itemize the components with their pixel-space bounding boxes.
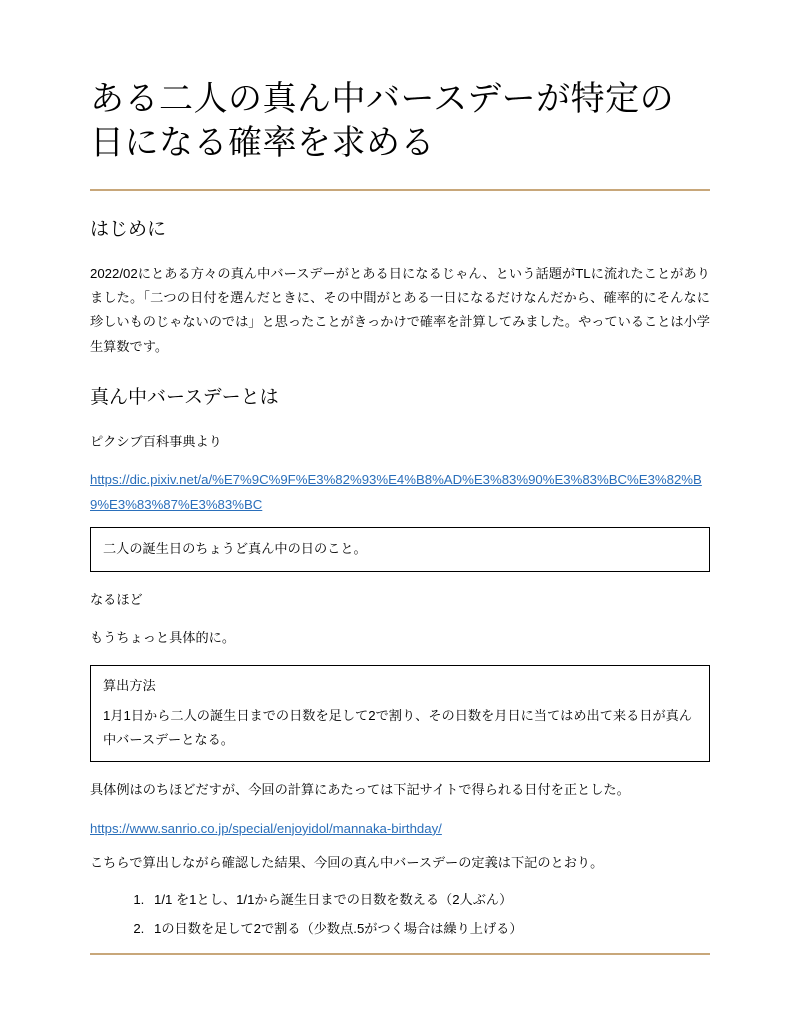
quote-calculation-body: 1月1日から二人の誕生日までの日数を足して2で割り、その日数を月日に当てはめ出て来る日が真ん中バースデーとなる。 bbox=[103, 707, 693, 747]
definition-list bbox=[90, 890, 710, 939]
comment-definition-summary: こちらで算出しながら確認した結果、今回の真ん中バースデーの定義は下記のとおり。 bbox=[90, 855, 604, 871]
page-title: ある二人の真ん中バースデーが特定の日になる確率を求める bbox=[90, 80, 675, 162]
comment-examples: 具体例はのちほどだすが、今回の計算にあたっては下記サイトで得られる日付を正とした。 bbox=[90, 782, 630, 798]
title-divider bbox=[90, 189, 710, 191]
quote-calculation-title: 算出方法 bbox=[103, 677, 156, 693]
source-note: ピクシブ百科事典より bbox=[90, 433, 222, 449]
bottom-divider bbox=[90, 953, 710, 955]
quote-box-calculation-method bbox=[90, 665, 710, 763]
link-block-sanrio bbox=[90, 817, 710, 841]
sanrio-birthday-link[interactable]: https://www.sanrio.co.jp/special/enjoyidol/mannaka-birthday/ bbox=[90, 820, 442, 836]
comment-naruhodo: なるほど bbox=[90, 591, 143, 607]
pixiv-dictionary-link[interactable]: https://dic.pixiv.net/a/%E7%9C%9F%E3%82%93%E4%B8%AD%E3%83%90%E3%83%BC%E3%82%B9%E3%83%87%E3%83%BC bbox=[90, 472, 702, 512]
quote-box-definition bbox=[90, 527, 710, 572]
section-heading-definition: 真ん中バースデーとは bbox=[90, 387, 279, 409]
quote-definition-text: 二人の誕生日のちょうど真ん中の日のこと。 bbox=[103, 541, 367, 557]
section-heading-intro: はじめに bbox=[90, 219, 167, 241]
intro-paragraph: 2022/02にとある方々の真ん中バースデーがとある日になるじゃん、という話題がTLに流れたことがありました。「二つの日付を選んだときに、その中間がとある一日になるだけなんだから、確率的にそんなに珍しいものじゃないのでは」と思ったことがきっかけで確率を計算してみました。やっていることは小学生算数です。 bbox=[90, 265, 710, 354]
list-item: 1. 1/1 を1とし、1/1から誕生日までの日数を数える（2人ぶん） bbox=[148, 890, 710, 910]
comment-more-specific: もうちょっと具体的に。 bbox=[90, 630, 236, 646]
list-item: 2. 1の日数を足して2で割る（少数点.5がつく場合は繰り上げる） bbox=[148, 919, 710, 939]
link-block-pixiv bbox=[90, 468, 710, 517]
